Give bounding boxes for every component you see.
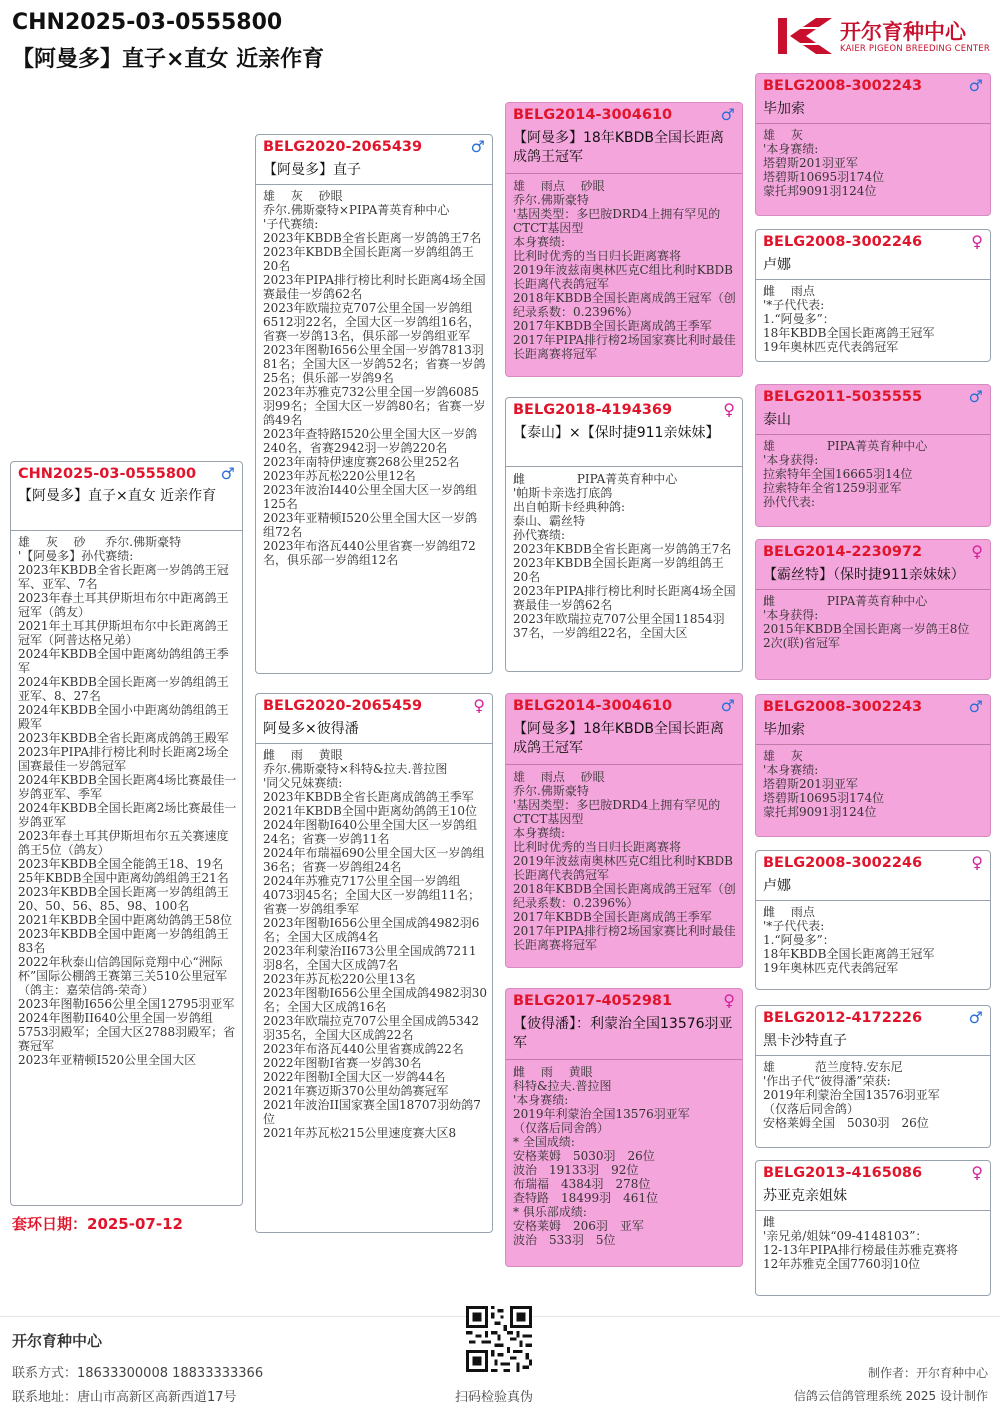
card-details: 雌 雨点 '*子代代表: 1.“阿曼多”： 18年KBDB全国长距离鸽王冠军 19年奥林匹克代表鸽冠军 [763,284,935,354]
ring-number: BELG2014-3004610 [513,698,673,714]
pigeon-name: 阿曼多×彼得潘 [263,721,359,737]
pigeon-name: 【阿曼多】直子×直女 近亲作育 [18,488,217,504]
card-divider [506,1059,742,1060]
ring-number: BELG2012-4172226 [763,1010,923,1026]
card-details: 雌 雨 黄眼 科特&拉夫.普拉图 '本身赛绩: 2019年利蒙治全国13576羽亚军 （仅落后同舍鸽） * 全国成绩: 安格莱姆 5030羽 26位 波治 19133羽 92位 布瑞福 4384羽 278位 查特路 18499羽 461位 * 俱乐部成绩: 安格莱姆 206羽 亚军 波治 533羽 5位 [513,1065,690,1247]
male-icon: ♂ [968,387,983,406]
ring-number: BELG2017-4052981 [513,993,673,1009]
pedigree-card-ggp-1[interactable] [755,73,991,216]
pedigree-card-subject[interactable] [10,461,243,1206]
male-icon: ♂ [968,697,983,716]
pigeon-name: 【阿曼多】直子 [263,162,361,178]
male-icon: ♂ [470,137,485,156]
pedigree-title: 【阿曼多】直子×直女 近亲作育 [12,47,325,72]
card-details: 雄 灰 '本身赛绩: 塔碧斯201羽亚军 塔碧斯10695羽174位 蒙托邦9091羽124位 [763,749,885,819]
logo-english: KAIER PIGEON BREEDING CENTER [840,44,990,54]
pigeon-name: 【泰山】×【保时捷911亲妹妹】 [513,425,720,441]
pedigree-id: CHN2025-03-0555800 [12,10,283,35]
female-icon: ♀ [723,991,735,1010]
female-icon: ♀ [971,542,983,561]
pigeon-name: 毕加索 [763,722,805,738]
kaier-logo-icon [776,14,834,58]
card-divider [11,530,242,531]
female-icon: ♀ [971,1163,983,1182]
pedigree-card-dam[interactable] [255,693,493,1233]
pedigree-card-ggp-6[interactable] [755,850,991,990]
footer-system: 信鸽云信鸽管理系统 2025 设计制作 [793,1389,988,1403]
footer-contact: 联系方式：18633300008 18833333366 [12,1366,264,1381]
ring-number: BELG2014-2230972 [763,544,923,560]
pedigree-card-ggp-4[interactable] [755,539,991,680]
card-divider [506,764,742,765]
card-details: 雌 '亲兄弟/姐妹“09-4148103”： 12-13年PIPA排行榜最佳苏雅克赛将 12年苏雅克全国7760羽10位 [763,1215,959,1271]
pigeon-name: 卢娜 [763,878,791,894]
card-divider [756,434,990,435]
pigeon-name: 毕加索 [763,101,805,117]
ring-number: BELG2008-3002243 [763,699,923,715]
ring-number: BELG2013-4165086 [763,1165,923,1181]
pigeon-name: 苏亚克亲姐妹 [763,1188,847,1204]
logo-name: 开尔育种中心 [840,20,966,44]
pigeon-name: 【阿曼多】18年KBDB全国长距离成鸽王冠军 [513,130,724,165]
qr-label: 扫码检验真伪 [455,1390,534,1405]
card-details: 雄 雨点 砂眼 乔尔.佛斯豪特 '基因类型：多巴胺DRD4上拥有罕见的CTCT基因型 本身赛绩: 比利时优秀的当日归长距离赛将 2019年波兹南奥林匹克C组比利时KBDB长距离代表鸽冠军 2018年KBDB全国长距离成鸽王冠军（创纪录系数：0.2396%） 2017年KBDB全国长距离成鸽王季军 2017年PIPA排行榜2场国家赛比利时最佳长距离赛将冠军 [513,770,736,952]
card-divider [256,743,492,744]
card-divider [756,589,990,590]
footer-address: 联系地址：唐山市高新区高新西道17号 [12,1390,237,1405]
card-divider [756,279,990,280]
card-details: 雌 PIPA菁英育种中心 '帕斯卡亲选打底鸽 出自帕斯卡经典种鸽: 泰山、霸丝特 孙代赛绩: 2023年KBDB全省长距离一岁鸽鸽王7名 2023年KBDB全国长距离一岁鸽组鸽王20名 2023年PIPA排行榜比利时长距离4场全国赛最佳一岁鸽62名 2023年欧瑞拉克707公里全国11854羽37名，一岁鸽组22名，全国大区 [513,472,736,640]
pedigree-card-sire-dam[interactable] [505,397,743,672]
card-divider [506,466,742,467]
pedigree-card-dam-dam[interactable] [505,988,743,1267]
pigeon-name: 【彼得潘】：利蒙治全国13576羽亚军 [513,1016,733,1051]
pedigree-card-ggp-5[interactable] [755,694,991,837]
male-icon: ♂ [968,76,983,95]
qr-code-icon[interactable] [466,1306,532,1372]
card-details: 雄 灰 砂 乔尔.佛斯豪特 '【阿曼多】孙代赛绩: 2023年KBDB全省长距离一岁鸽鸽王冠军、亚军、7名 2023年春土耳其伊斯坦布尔中距离鸽王冠军（鸽友） 2021年土耳其伊斯坦布尔中长距离鸽王冠军（阿普达格兄弟） 2024年KBDB全国中距离幼鸽组鸽王季军 2024年KBDB全国长距离一岁鸽组鸽王亚军、8、27名 2024年KBDB全国小中距离幼鸽组鸽王殿军 2023年KBDB全省长距离成鸽鸽王殿军 2023年PIPA排行榜比利时长距离2场全国赛最佳一岁鸽冠军 2024年KBDB全国长距离4场比赛最佳一岁鸽亚军、季军 2024年KBDB全国长距离2场比赛最佳一岁鸽亚军 2023年春土耳其伊斯坦布尔五关赛速度鸽王5位（鸽友） 2023年KBDB全国全能鸽王18、19名 25年KBDB全国中距离幼鸽组鸽王21名 2023年KBDB全国长距离一岁鸽组鸽王20、50、56、85、98、100名 2021年KBDB全国中距离幼鸽鸽王58位 2023年KBDB全国中距离一岁鸽组鸽王83名 2022年秋泰山信鸽国际竞翔中心“洲际杯”国际公棚鸽王赛第三关510公里冠军（鸽主：嘉荣信鸽-荣奇） 2023年图勒I656公里全国12795羽亚军 2024年图勒II640公里全国一岁鸽组5753羽殿军；全国大区2788羽殿军；省赛冠军 2023年亚精顿I520公里全国大区 [18,535,237,1067]
card-divider [256,184,492,185]
pigeon-name: 【阿曼多】18年KBDB全国长距离成鸽王冠军 [513,721,724,756]
card-details: 雄 范兰度特.安东尼 '作出子代“彼得潘”荣获: 2019年利蒙治全国13576羽亚军 （仅落后同舍鸽） 安格莱姆全国 5030羽 26位 [763,1060,940,1130]
card-divider [756,900,990,901]
ring-number: BELG2014-3004610 [513,107,673,123]
female-icon: ♀ [473,696,485,715]
pedigree-card-dam-sire[interactable] [505,693,743,968]
card-details: 雌 雨 黄眼 乔尔.佛斯豪特×科特&拉夫.普拉图 '同父兄妹赛绩: 2023年KBDB全省长距离成鸽鸽王季军 2021年KBDB全国中距离幼鸽鸽王10位 2024年图勒I640公里全国大区一岁鸽组24名；省赛一岁鸽11名 2024年布瑞福690公里全国大区一岁鸽组36名；省赛一岁鸽组24名 2024年苏雅克717公里全国一岁鸽组4073羽45名；全国大区一岁鸽组11名；省赛一岁鸽组季军 2023年图勒I656公里全国成鸽4982羽6名；全国大区成鸽4名 2023年利蒙治II673公里全国成鸽7211羽8名，全国大区成鸽7名 2023年苏瓦松220公里13名 2023年图勒I656公里全国成鸽4982羽30名；全国大区成鸽16名 2023年欧瑞拉克707公里全国成鸽5342羽35名，全国大区成鸽22名 2023年布洛瓦440公里省赛成鸽22名 2022年图勒I省赛一岁鸽30名 2022年图勒I全国大区一岁鸽44名 2021年赛迈斯370公里幼鸽赛冠军 2021年波治II国家赛全国18707羽幼鸽7位 2021年苏瓦松215公里速度赛大区8 [263,748,487,1140]
ring-number: BELG2020-2065459 [263,698,423,714]
ring-date: 套环日期：2025-07-12 [12,1215,183,1233]
pigeon-name: 黑卡沙特直子 [763,1033,847,1049]
footer-maker: 制作者：开尔育种中心 [867,1366,988,1380]
male-icon: ♂ [720,105,735,124]
card-divider [756,1055,990,1056]
pedigree-card-ggp-7[interactable] [755,1005,991,1148]
pigeon-name: 泰山 [763,412,791,428]
card-details: 雌 雨点 '*子代代表: 1.“阿曼多”： 18年KBDB全国长距离鸽王冠军 19年奥林匹克代表鸽冠军 [763,905,935,975]
footer-org-name: 开尔育种中心 [12,1332,103,1350]
card-divider [506,173,742,174]
ring-number: BELG2008-3002246 [763,855,923,871]
ring-number: BELG2008-3002246 [763,234,923,250]
card-details: 雄 灰 砂眼 乔尔.佛斯豪特×PIPA菁英育种中心 '子代赛绩: 2023年KBDB全省长距离一岁鸽鸽王7名 2023年KBDB全国长距离一岁鸽组鸽王20名 2023年PIPA排行榜比利时长距离4场全国赛最佳一岁鸽62名 2023年欧瑞拉克707公里全国一岁鸽组6512羽22名，全国大区一岁鸽组16名，省赛一岁鸽13名，俱乐部一岁鸽组亚军 2023年图勒I656公里全国一岁鸽7813羽81名；全国大区一岁鸽52名；省赛一岁鸽25名；俱乐部一岁鸽9名 2023年苏雅克732公里全国一岁鸽6085羽99名；全国大区一岁鸽80名；省赛一岁鸽49名 2023年查特路I520公里全国大区一岁鸽240名，省赛2942羽一岁鸽220名 2023年南特伊速度赛268公里252名 2023年苏瓦松220公里12名 2023年波治I440公里全国大区一岁鸽组125名 2023年亚精顿I520公里全国大区一岁鸽组72名 2023年布洛瓦440公里省赛一岁鸽组72名，俱乐部一岁鸽组12名 [263,189,486,567]
pigeon-name: 卢娜 [763,257,791,273]
card-details: 雌 PIPA菁英育种中心 '本身获得: 2015年KBDB全国长距离一岁鸽王8位 2次(联)省冠军 [763,594,970,650]
logo [776,14,990,60]
ring-number: CHN2025-03-0555800 [18,466,197,482]
female-icon: ♀ [723,400,735,419]
female-icon: ♀ [971,232,983,251]
pigeon-name: 【霸丝特】（保时捷911亲妹妹） [763,567,965,583]
card-divider [756,123,990,124]
male-icon: ♂ [720,696,735,715]
pedigree-card-ggp-2[interactable] [755,229,991,362]
card-divider [756,744,990,745]
male-icon: ♂ [968,1008,983,1027]
ring-number: BELG2018-4194369 [513,402,673,418]
card-details: 雄 灰 '本身赛绩: 塔碧斯201羽亚军 塔碧斯10695羽174位 蒙托邦9091羽124位 [763,128,885,198]
card-divider [756,1210,990,1211]
male-icon: ♂ [220,464,235,483]
ring-number: BELG2008-3002243 [763,78,923,94]
ring-number: BELG2020-2065439 [263,139,423,155]
pedigree-card-sire[interactable] [255,134,493,674]
pedigree-card-ggp-3[interactable] [755,384,991,527]
card-details: 雄 PIPA菁英育种中心 '本身获得: 拉索特年全国16665羽14位 拉索特年全省1259羽亚军 孙代代表: [763,439,928,509]
female-icon: ♀ [971,853,983,872]
card-details: 雄 雨点 砂眼 乔尔.佛斯豪特 '基因类型：多巴胺DRD4上拥有罕见的CTCT基因型 本身赛绩: 比利时优秀的当日归长距离赛将 2019年波兹南奥林匹克C组比利时KBDB长距离代表鸽冠军 2018年KBDB全国长距离成鸽王冠军（创纪录系数：0.2396%） 2017年KBDB全国长距离成鸽王季军 2017年PIPA排行榜2场国家赛比利时最佳长距离赛将冠军 [513,179,736,361]
ring-number: BELG2011-5035555 [763,389,923,405]
pedigree-card-ggp-8[interactable] [755,1160,991,1296]
pedigree-card-sire-sire[interactable] [505,102,743,377]
